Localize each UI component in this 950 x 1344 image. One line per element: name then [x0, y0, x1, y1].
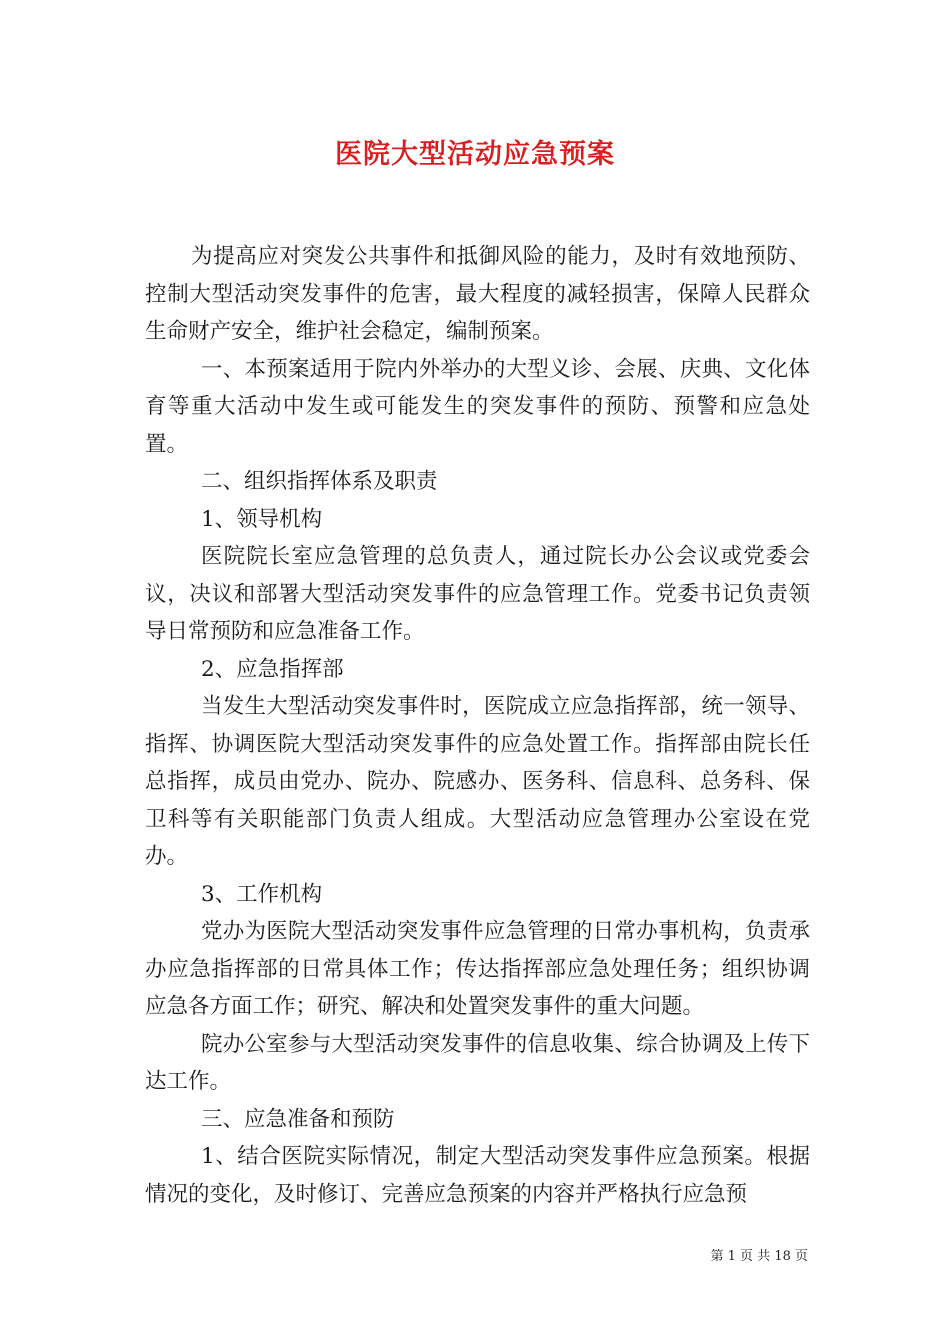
paragraph: 党办为医院大型活动突发事件应急管理的日常办事机构，负责承办应急指挥部的日常具体工作；传达指挥部应急处理任务；组织协调应急各方面工作；研究、解决和处置突发事件的重大问题。 — [145, 919, 810, 1019]
page-number: 第 1 页 共 18 页 — [710, 1249, 808, 1264]
subsection-heading: 1、领导机构 — [201, 506, 323, 532]
document-title: 医院大型活动应急预案 — [335, 139, 615, 170]
paragraph-intro: 为提高应对突发公共事件和抵御风险的能力，及时有效地预防、控制大型活动突发事件的危害，最大程度的减轻损害，保障人民群众生命财产安全，维护社会稳定，编制预案。 — [145, 244, 810, 344]
paragraph: 院办公室参与大型活动突发事件的信息收集、综合协调及上传下达工作。 — [145, 1031, 810, 1094]
section-heading: 三、应急准备和预防 — [201, 1106, 395, 1132]
section-heading: 二、组织指挥体系及职责 — [201, 469, 438, 494]
paragraph: 医院院长室应急管理的总负责人，通过院长办公会议或党委会议，决议和部署大型活动突发事件的应急管理工作。党委书记负责领导日常预防和应急准备工作。 — [145, 544, 810, 644]
subsection-heading: 3、工作机构 — [201, 881, 323, 907]
paragraph-scope: 一、本预案适用于院内外举办的大型义诊、会展、庆典、文化体育等重大活动中发生或可能发生的突发事件的预防、预警和应急处置。 — [145, 356, 810, 457]
subsection-heading: 2、应急指挥部 — [201, 656, 344, 682]
document-body — [145, 238, 810, 1213]
paragraph: 当发生大型活动突发事件时，医院成立应急指挥部，统一领导、指挥、协调医院大型活动突发事件的应急处置工作。指挥部由院长任总指挥，成员由党办、院办、院感办、医务科、信息科、总务科、保卫科等有关职能部门负责人组成。大型活动应急管理办公室设在党办。 — [145, 694, 810, 869]
paragraph: 1、结合医院实际情况，制定大型活动突发事件应急预案。根据情况的变化，及时修订、完善应急预案的内容并严格执行应急预 — [145, 1144, 810, 1207]
